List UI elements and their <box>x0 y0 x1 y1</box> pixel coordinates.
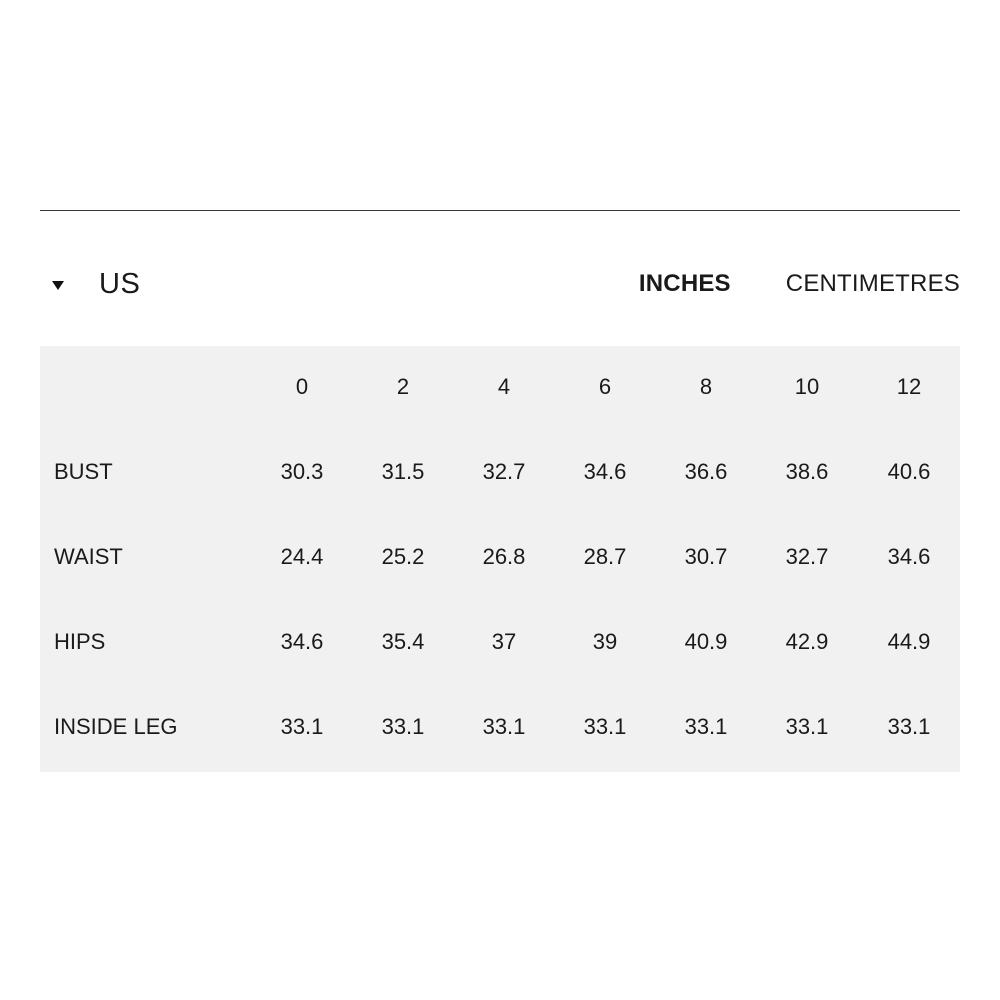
table-cell: 33.1 <box>482 714 526 739</box>
size-header: 8 <box>699 374 713 399</box>
table-cell: 30.7 <box>684 544 728 569</box>
table-cell: 34.6 <box>583 459 627 484</box>
section-divider <box>40 210 960 211</box>
unit-centimetres-button[interactable]: CENTIMETRES <box>785 270 960 297</box>
table-cell: 39 <box>592 629 618 654</box>
table-cell: 35.4 <box>381 629 425 654</box>
table-row <box>40 537 960 577</box>
region-selector[interactable] <box>52 262 140 306</box>
table-row <box>40 452 960 492</box>
table-cell: 37 <box>491 629 517 654</box>
region-label: US <box>99 267 141 300</box>
size-header: 10 <box>794 374 820 399</box>
table-cell: 42.9 <box>785 629 829 654</box>
row-label: INSIDE LEG <box>54 714 178 739</box>
table-cell: 33.1 <box>583 714 627 739</box>
unit-toggle <box>639 262 960 306</box>
table-cell: 40.6 <box>887 459 931 484</box>
table-cell: 33.1 <box>280 714 324 739</box>
table-cell: 34.6 <box>280 629 324 654</box>
table-cell: 25.2 <box>381 544 425 569</box>
row-label: HIPS <box>54 629 106 654</box>
caret-down-icon[interactable] <box>52 281 64 290</box>
table-cell: 31.5 <box>381 459 425 484</box>
table-cell: 44.9 <box>887 629 931 654</box>
table-cell: 34.6 <box>887 544 931 569</box>
table-cell: 33.1 <box>684 714 728 739</box>
size-header: 6 <box>598 374 612 399</box>
table-cell: 36.6 <box>684 459 728 484</box>
table-cell: 33.1 <box>381 714 425 739</box>
table-row <box>40 622 960 662</box>
table-cell: 33.1 <box>887 714 931 739</box>
table-cell: 24.4 <box>280 544 324 569</box>
table-cell: 40.9 <box>684 629 728 654</box>
table-cell: 32.7 <box>785 544 829 569</box>
row-label: BUST <box>54 459 113 484</box>
row-label: WAIST <box>54 544 123 569</box>
size-header-row <box>40 367 960 407</box>
unit-inches-button[interactable]: INCHES <box>638 270 731 297</box>
size-table <box>40 346 960 772</box>
table-cell: 28.7 <box>583 544 627 569</box>
table-cell: 33.1 <box>785 714 829 739</box>
table-cell: 32.7 <box>482 459 526 484</box>
size-header: 2 <box>396 374 410 399</box>
table-cell: 30.3 <box>280 459 324 484</box>
table-cell: 38.6 <box>785 459 829 484</box>
table-cell: 26.8 <box>482 544 526 569</box>
table-row <box>40 707 960 747</box>
size-header: 4 <box>497 374 511 399</box>
size-header: 0 <box>295 374 309 399</box>
size-header: 12 <box>896 374 922 399</box>
